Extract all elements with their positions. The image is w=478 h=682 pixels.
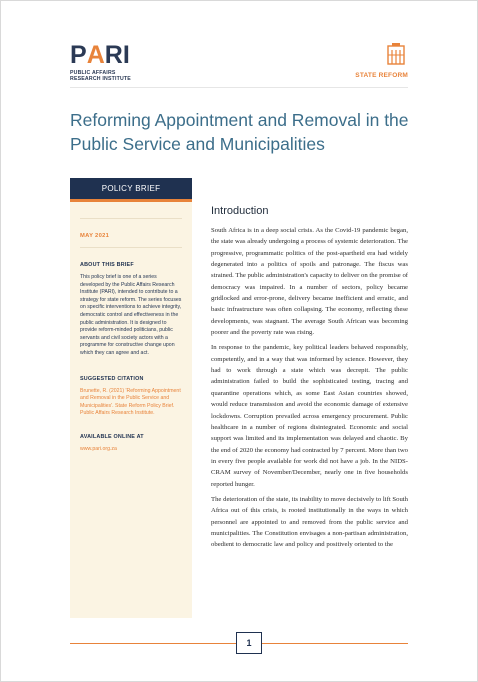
document-title: Reforming Appointment and Removal in the Public Service and Municipalities [70, 110, 409, 154]
footer-rule [70, 643, 236, 644]
sidebar-divider [80, 218, 182, 219]
online-link[interactable]: www.pari.org.za [80, 445, 117, 452]
body-paragraph: South Africa is in a deep social crisis. As the Covid-19 pandemic began, the state was already undergoing a process of systemic deterioration. The progressive, programmatic politics of the post-apartheid era had widely degenerated into a politics of spoils and patronage. The fiscus was strained. The public administration's capacity to deliver on the promise of democracy was impaired. In a number of sectors, policy became gridlocked and error-prone, delivery became inefficient and erratic, and basic infrastructure was often collapsing. The economy, reflecting these developments, was stagnant. The average South African was becoming poorer and the poverty rate was rising. [211, 227, 409, 337]
citation-text: Brunette, R. (2021) 'Reforming Appointment and Removal in the Public Service and Municipalities'. State Reform Policy Brief. Public Affairs Research Institute. [80, 387, 181, 417]
body-paragraph: The deterioration of the state, its inability to move decisively to lift South Africa out of this crisis, is rooted institutionally in the ways in which personnel are appointed to and removed from the public service and municipalities. The Constitution envisages a non-partisan administration, obedient to democratic law and policy and positively oriented to the [211, 495, 408, 549]
logo-letter: R [104, 41, 122, 69]
section-label: STATE REFORM [355, 72, 408, 79]
logo-subtitle-line: RESEARCH INSTITUTE [70, 76, 131, 82]
pari-logo [70, 43, 140, 82]
logo-subtitle [70, 70, 140, 82]
body-paragraph: In response to the pandemic, key political leaders behaved responsibly, competently, and in a way that was informed by science. However, they had to work through a state which was decrepit. The public administration failed to build the sophisticated testing, tracing and quarantine operations which, as some East Asian countries showed, would reduce transmission and avoid the economic damage of extensive lockdowns. Corruption prevailed across emergency procurement. Public healthcare in a number of regions disintegrated. Economic and social support was limited and its implementation was delayed and chaotic. By the end of 2020 the economy had contracted by 7 percent. More than two in every five people available for work did not have a job. In the NIDS-CRAM survey of November/December, nearly one in five households reported hunger. [211, 344, 408, 488]
logo-letter: A [86, 41, 104, 69]
online-heading: AVAILABLE ONLINE AT [80, 433, 144, 440]
citation-heading: SUGGESTED CITATION [80, 375, 144, 382]
tab-underline [70, 199, 192, 202]
footer-rule [262, 643, 408, 644]
header-divider [70, 87, 408, 88]
building-icon [386, 42, 406, 66]
about-heading: ABOUT THIS BRIEF [80, 262, 134, 268]
logo-letter: P [70, 41, 86, 69]
policy-brief-tab: POLICY BRIEF [70, 178, 192, 199]
logo-letter: I [122, 41, 129, 69]
publication-date: MAY 2021 [80, 233, 110, 239]
sidebar-divider [80, 247, 182, 248]
logo-mark [70, 43, 140, 67]
sidebar [70, 178, 192, 618]
logo-subtitle-line: PUBLIC AFFAIRS [70, 70, 116, 76]
about-text: This policy brief is one of a series developed by the Public Affairs Research Institute (PARI), intended to contribute to a strategy for state reform. The series focuses on specific interventions to achieve integrity, democratic control and effectiveness in the public administration. It is designed to provide reform-minded politicians, public servants and civil society actors with a programme for constructive change upon which they can agree and act. [80, 274, 182, 356]
section-heading: Introduction [211, 205, 269, 217]
main-content [211, 205, 408, 555]
page-number: 1 [236, 632, 262, 654]
